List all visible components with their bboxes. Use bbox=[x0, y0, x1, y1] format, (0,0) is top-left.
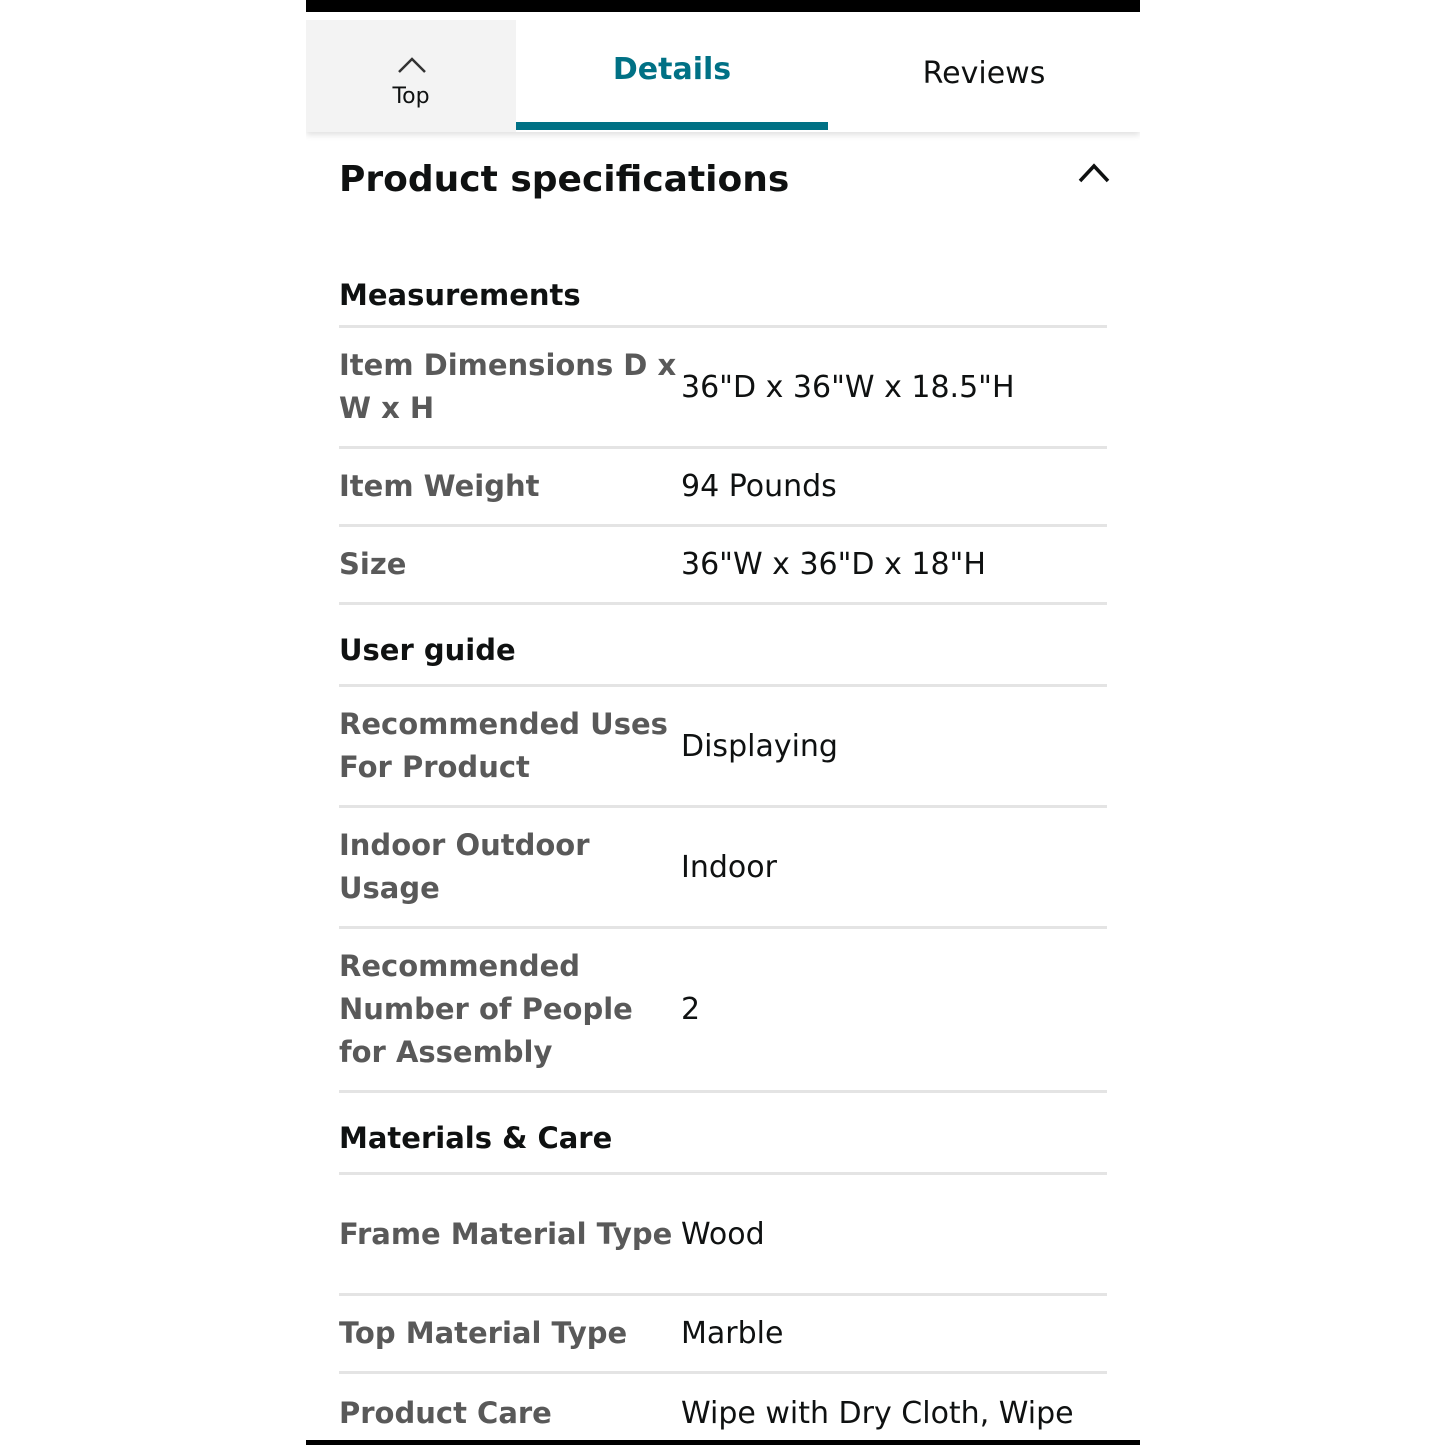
spec-value: 94 Pounds bbox=[681, 469, 837, 504]
spec-value: 36"D x 36"W x 18.5"H bbox=[681, 369, 1015, 405]
chevron-up-icon bbox=[397, 56, 427, 74]
spec-row bbox=[339, 328, 1107, 449]
tab-reviews[interactable] bbox=[828, 12, 1140, 132]
spec-value: Marble bbox=[681, 1316, 784, 1351]
spec-row bbox=[339, 687, 1107, 808]
screen-bottom-edge bbox=[306, 1440, 1140, 1445]
status-bar-edge bbox=[306, 0, 1140, 12]
spec-value: 36"W x 36"D x 18"H bbox=[681, 547, 986, 582]
section-title: Product specifications bbox=[339, 159, 790, 200]
spec-row bbox=[339, 1175, 1107, 1296]
spec-key: Item Weight bbox=[339, 469, 540, 503]
spec-value: Displaying bbox=[681, 728, 838, 764]
phone-screen bbox=[306, 0, 1140, 1445]
spec-row bbox=[339, 808, 1107, 929]
spec-row bbox=[339, 929, 1107, 1093]
spec-key: Indoor Outdoor Usage bbox=[339, 828, 590, 905]
spec-key: Product Care bbox=[339, 1396, 552, 1430]
group-title-measurements: Measurements bbox=[339, 250, 1107, 328]
spec-key: Top Material Type bbox=[339, 1316, 628, 1350]
active-tab-indicator bbox=[516, 122, 828, 130]
group-title-materials-care: Materials & Care bbox=[339, 1093, 1107, 1175]
spec-row bbox=[339, 527, 1107, 605]
spec-key: Item Dimensions D x W x H bbox=[339, 348, 677, 425]
tab-details[interactable] bbox=[516, 12, 828, 132]
spec-key: Frame Material Type bbox=[339, 1216, 673, 1251]
spec-list bbox=[339, 250, 1107, 1445]
spec-value: Wipe with Dry Cloth, Wipe bbox=[681, 1396, 1074, 1431]
spec-row bbox=[339, 1296, 1107, 1374]
specifications-header[interactable] bbox=[339, 155, 1107, 215]
tab-details-label: Details bbox=[612, 52, 732, 87]
spec-key: Size bbox=[339, 547, 407, 581]
spec-value: Indoor bbox=[681, 849, 777, 885]
tab-reviews-label: Reviews bbox=[922, 56, 1046, 91]
spec-row bbox=[339, 449, 1107, 527]
tab-top[interactable] bbox=[306, 20, 516, 132]
spec-key: Recommended Number of People for Assembly bbox=[339, 949, 633, 1069]
spec-key: Recommended Uses For Product bbox=[339, 707, 668, 784]
tab-top-label: Top bbox=[392, 84, 430, 109]
spec-row bbox=[339, 1374, 1107, 1445]
chevron-up-icon[interactable] bbox=[1077, 161, 1111, 185]
spec-value: Wood bbox=[681, 1216, 765, 1252]
group-title-user-guide: User guide bbox=[339, 605, 1107, 687]
tab-bar bbox=[306, 12, 1140, 132]
spec-value: 2 bbox=[681, 992, 701, 1027]
